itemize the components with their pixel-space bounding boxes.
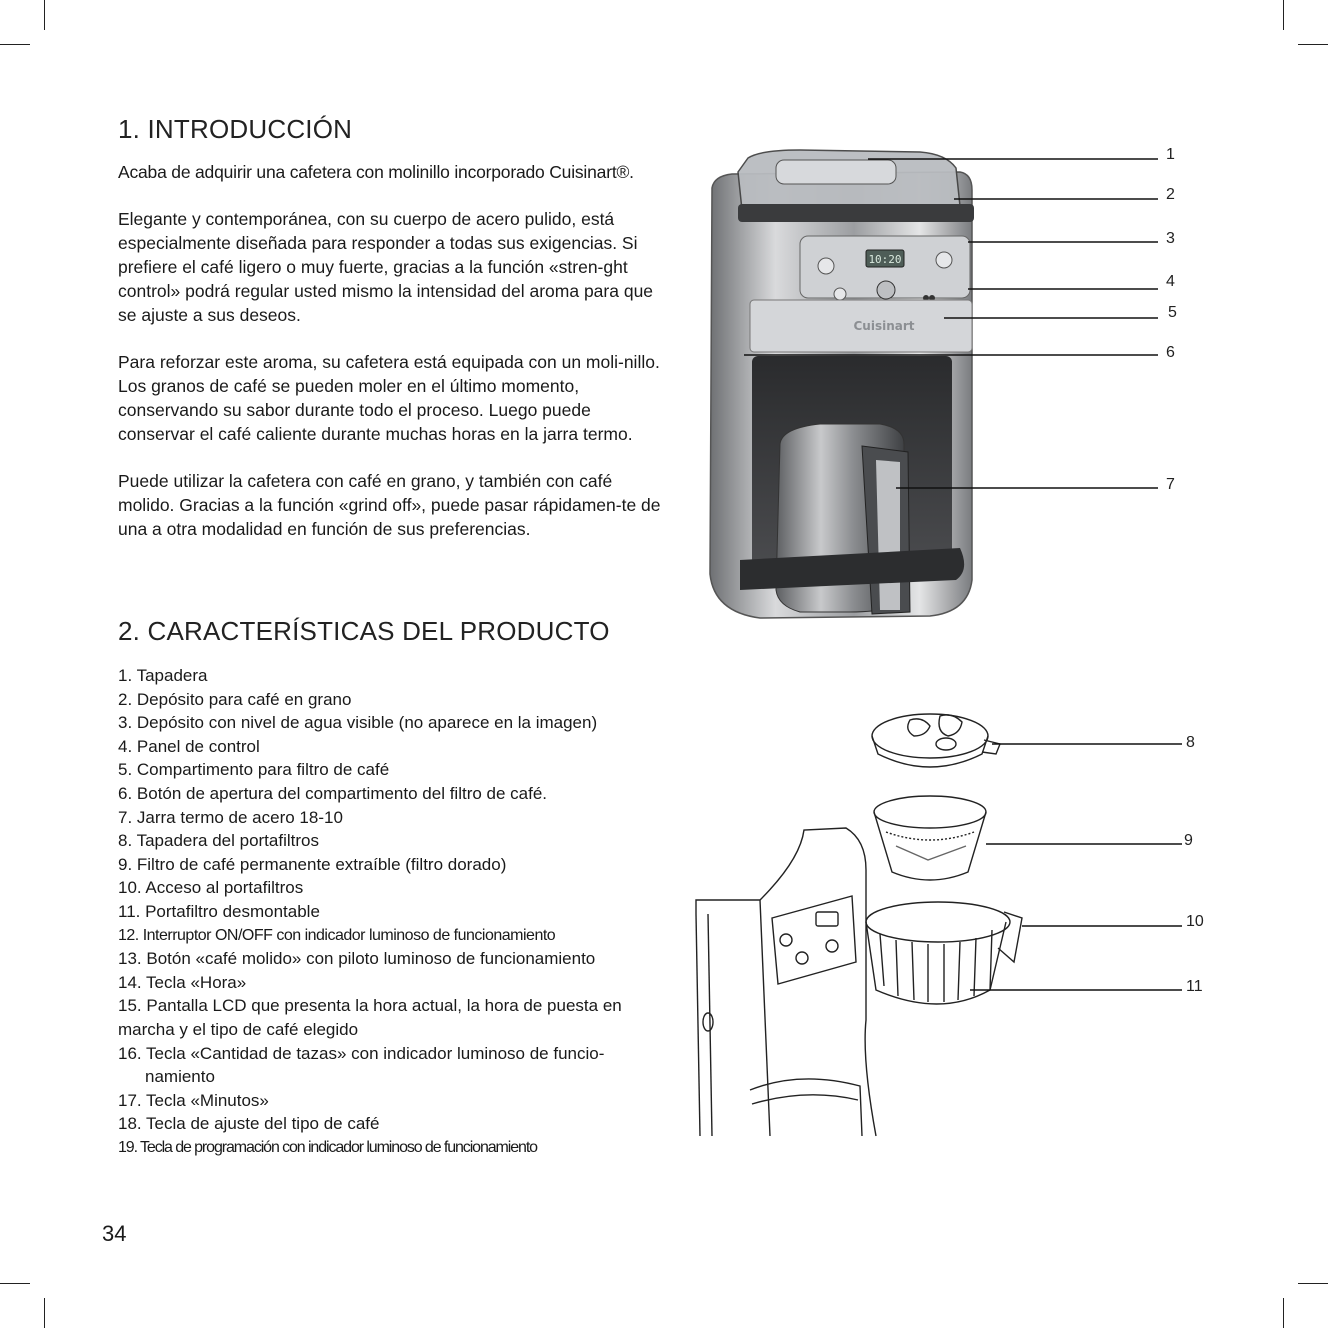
callout-4: 4	[1166, 273, 1175, 290]
list-item: 6. Botón de apertura del compartimento del filtro de café.	[118, 783, 548, 803]
intro-paragraph: Puede utilizar la cafetera con café en grano, y también con café molido. Gracias a la función «grind off», puede pasar rápidamen-te de una a otra modalidad en función de sus preferencias.	[118, 471, 661, 539]
list-item: 3. Depósito con nivel de agua visible (no aparece en la imagen)	[118, 713, 598, 733]
list-item: 12. Interruptor ON/OFF con indicador luminoso de funcionamiento	[118, 926, 556, 944]
intro-paragraph: Acaba de adquirir una cafetera con molinillo incorporado Cuisinart®.	[118, 162, 634, 182]
callout-6: 6	[1166, 344, 1175, 361]
callout-7: 7	[1166, 476, 1175, 493]
list-item: 13. Botón «café molido» con piloto luminoso de funcionamiento	[118, 949, 596, 969]
intro-paragraph: Elegante y contemporánea, con su cuerpo de acero pulido, está especialmente diseñada para responder a todas sus exigencias. Si prefiere el café ligero o muy fuerte, gracias a la función «stren-ght control» podrá regular usted mismo la intensidad del aroma para que se ajuste a sus deseos.	[118, 209, 654, 325]
filter-assembly-drawing	[696, 714, 1022, 1136]
list-item: 1. Tapadera	[118, 666, 208, 685]
section-title-features: 2. CARACTERÍSTICAS DEL PRODUCTO	[118, 616, 610, 646]
callout-2: 2	[1166, 186, 1175, 203]
page-number: 34	[102, 1221, 127, 1246]
callout-10: 10	[1186, 913, 1204, 930]
list-item: 11. Portafiltro desmontable	[118, 901, 320, 921]
callout-8: 8	[1186, 734, 1195, 751]
list-item: 15. Pantalla LCD que presenta la hora actual, la hora de puesta en marcha y el tipo de café elegido	[118, 996, 622, 1039]
list-item: 7. Jarra termo de acero 18-10	[118, 807, 343, 827]
list-item: 18. Tecla de ajuste del tipo de café	[118, 1114, 380, 1134]
brand-logo: Cuisinart	[853, 319, 915, 333]
callout-11: 11	[1186, 978, 1203, 995]
list-item: 17. Tecla «Minutos»	[118, 1090, 269, 1110]
callout-5: 5	[1168, 304, 1177, 321]
intro-paragraph: Para reforzar este aroma, su cafetera está equipada con un moli-nillo. Los granos de café se pueden moler en el último momento, conservando su sabor durante todo el proceso. Luego puede conservar el café caliente durante muchas horas en la jarra termo.	[118, 352, 660, 444]
list-item: 8. Tapadera del portafiltros	[118, 831, 319, 851]
list-item: 14. Tecla «Hora»	[118, 972, 247, 992]
callout-9: 9	[1184, 832, 1193, 849]
list-item: 4. Panel de control	[118, 736, 260, 756]
list-item: 16. Tecla «Cantidad de tazas» con indicador luminoso de funcio-namiento	[118, 1043, 605, 1087]
list-item: 19. Tecla de programación con indicador luminoso de funcionamiento	[118, 1138, 537, 1156]
list-item: 5. Compartimento para filtro de café	[118, 760, 390, 780]
list-item: 9. Filtro de café permanente extraíble (filtro dorado)	[118, 854, 507, 874]
list-item: 10. Acceso al portafiltros	[118, 878, 304, 898]
callout-1: 1	[1166, 146, 1175, 163]
callout-lines-bottom	[970, 744, 1182, 990]
lcd-display: 10:20	[868, 253, 902, 266]
coffee-maker-image	[710, 150, 974, 618]
list-item: 2. Depósito para café en grano	[118, 689, 352, 709]
callout-3: 3	[1166, 230, 1175, 247]
section-title-introduction: 1. INTRODUCCIÓN	[118, 114, 353, 144]
